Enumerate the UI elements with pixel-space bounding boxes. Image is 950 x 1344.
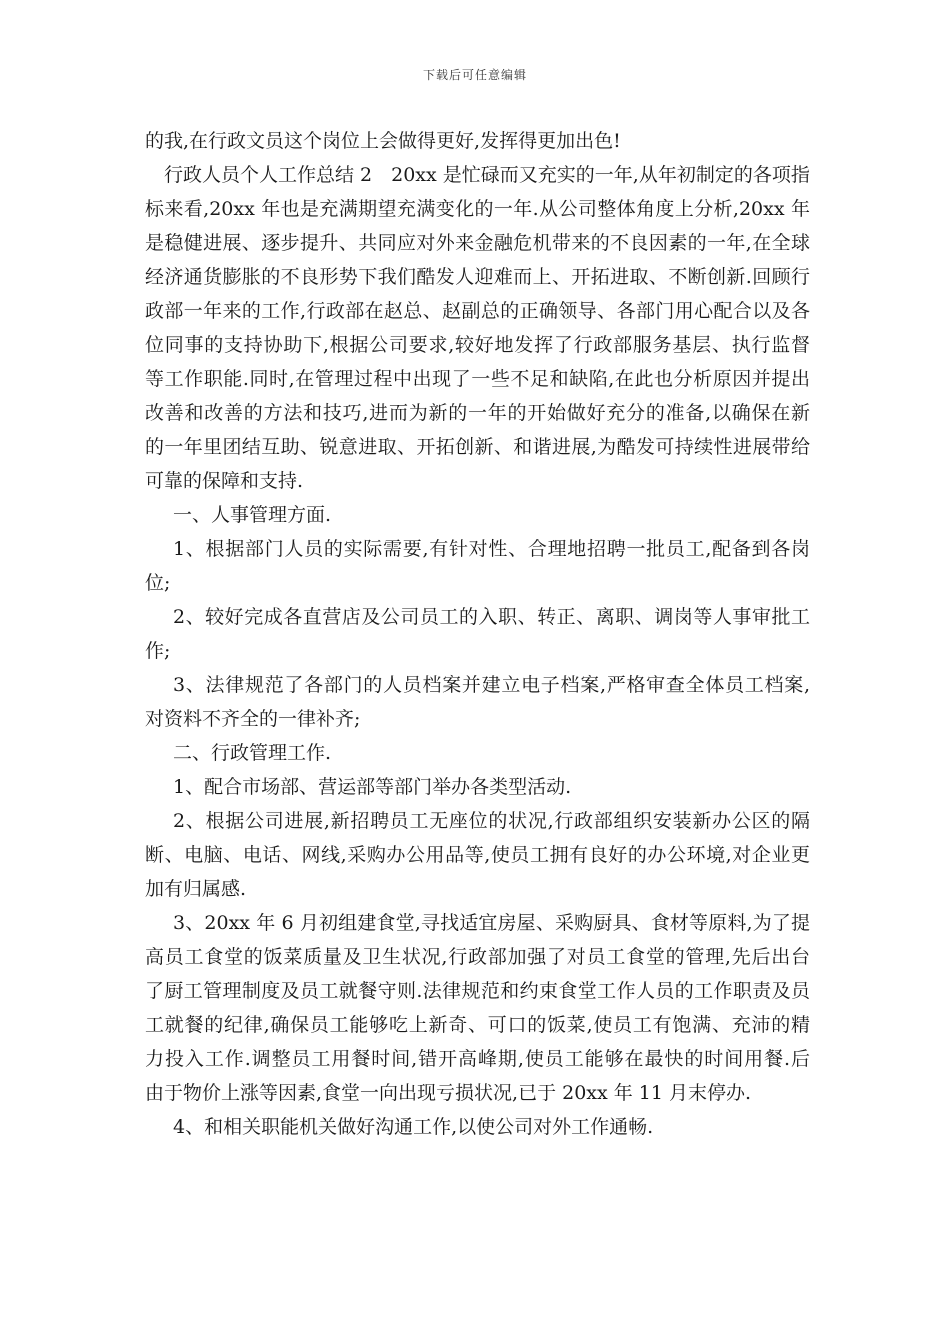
- text-line: 是稳健进展、逐步提升、共同应对外来金融危机带来的不良因素的一年,在全球: [145, 232, 810, 254]
- text-line: 行政人员个人工作总结 2 20xx 是忙碌而又充实的一年,从年初制定的各项指: [164, 164, 810, 186]
- text-line: 等工作职能.同时,在管理过程中出现了一些不足和缺陷,在此也分析原因并提出: [145, 368, 810, 390]
- text-line: 改善和改善的方法和技巧,进而为新的一年的开始做好充分的准备,以确保在新: [145, 402, 810, 424]
- list-item: 1、配合市场部、营运部等部门举办各类型活动.: [173, 776, 572, 798]
- list-item: 4、和相关职能机关做好沟通工作,以使公司对外工作通畅.: [173, 1116, 654, 1138]
- list-item: 2、根据公司进展,新招聘员工无座位的状况,行政部组织安装新办公区的隔: [173, 810, 810, 832]
- text-line: 由于物价上涨等因素,食堂一向出现亏损状况,已于 20xx 年 11 月末停办.: [145, 1082, 752, 1104]
- text-line: 标来看,20xx 年也是充满期望充满变化的一年.从公司整体角度上分析,20xx 年: [145, 198, 810, 220]
- text-line: 工就餐的纪律,确保员工能够吃上新奇、可口的饭菜,使员工有饱满、充沛的精: [145, 1014, 810, 1036]
- text-line: 作;: [145, 640, 171, 662]
- text-line: 政部一年来的工作,行政部在赵总、赵副总的正确领导、各部门用心配合以及各: [145, 300, 810, 322]
- text-line: 的我,在行政文员这个岗位上会做得更好,发挥得更加出色!: [145, 130, 621, 152]
- list-item: 3、20xx 年 6 月初组建食堂,寻找适宜房屋、采购厨具、食材等原料,为了提: [173, 912, 810, 934]
- text-line: 力投入工作.调整员工用餐时间,错开高峰期,使员工能够在最快的时间用餐.后: [145, 1048, 810, 1070]
- text-line: 位同事的支持协助下,根据公司要求,较好地发挥了行政部服务基层、执行监督: [145, 334, 810, 356]
- text-line: 可靠的保障和支持.: [145, 470, 304, 492]
- text-line: 的一年里团结互助、锐意进取、开拓创新、和谐进展,为酷发可持续性进展带给: [145, 436, 810, 458]
- document-body: [145, 124, 810, 1144]
- text-line: 对资料不齐全的一律补齐;: [145, 708, 361, 730]
- text-line: 经济通货膨胀的不良形势下我们酷发人迎难而上、开拓进取、不断创新.回顾行: [145, 266, 810, 288]
- list-item: 1、根据部门人员的实际需要,有针对性、合理地招聘一批员工,配备到各岗: [173, 538, 810, 560]
- text-line: 了厨工管理制度及员工就餐守则.法律规范和约束食堂工作人员的工作职责及员: [145, 980, 810, 1002]
- list-item: 2、较好完成各直营店及公司员工的入职、转正、离职、调岗等人事审批工: [173, 606, 810, 628]
- section-heading: 二、行政管理工作.: [173, 742, 332, 764]
- text-line: 加有归属感.: [145, 878, 247, 900]
- section-heading: 一、人事管理方面.: [173, 504, 332, 526]
- text-line: 断、电脑、电话、网线,采购办公用品等,使员工拥有良好的办公环境,对企业更: [145, 844, 810, 866]
- list-item: 3、法律规范了各部门的人员档案并建立电子档案,严格审查全体员工档案,: [173, 674, 810, 696]
- text-line: 高员工食堂的饭菜质量及卫生状况,行政部加强了对员工食堂的管理,先后出台: [145, 946, 810, 968]
- page-header: 下载后可任意编辑: [422, 68, 527, 82]
- text-line: 位;: [145, 572, 171, 594]
